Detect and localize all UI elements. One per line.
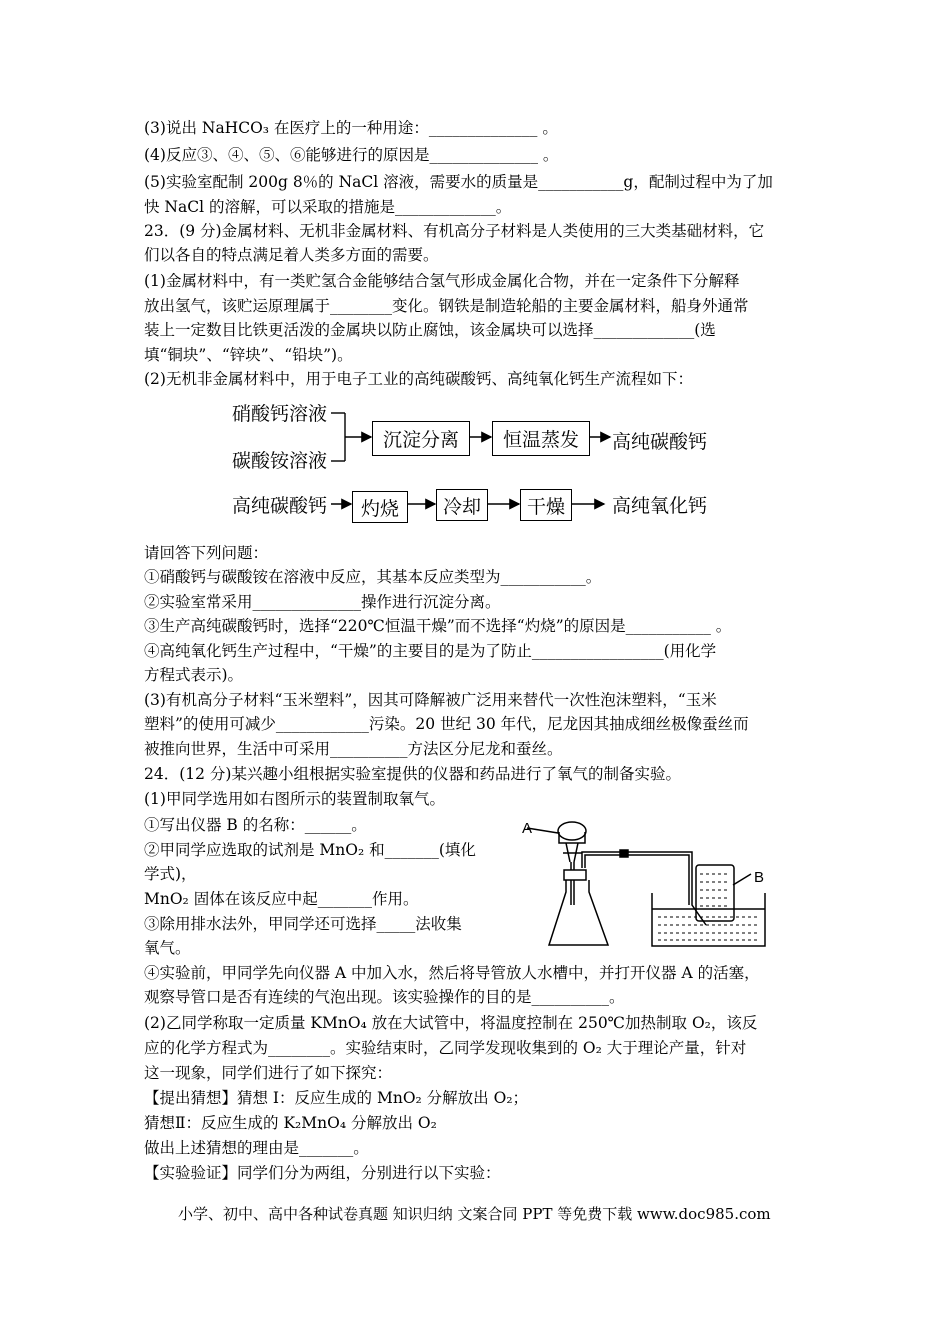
water-texture [658, 874, 760, 940]
q23-3a: (3)有机高分子材料“玉米塑料”，因其可降解被广泛用来替代一次性泡沫塑料，“玉米 [144, 691, 717, 709]
q24-2c: 这一现象，同学们进行了如下探究： [144, 1064, 393, 1082]
label-a: A [522, 820, 533, 837]
q24-1-4b: 观察导管口是否有连续的气泡出现。该实验操作的目的是__________。 [144, 988, 625, 1006]
label-b: B [754, 869, 765, 886]
flow2-input: 高纯碳酸钙 [232, 495, 328, 517]
q22-5a: (5)实验室配制 200g 8％的 NaCl 溶液，需要水的质量是___________g，配制过程中为了加 [144, 173, 773, 191]
q24-1-2b: 学式)， [144, 865, 197, 883]
flow2-step-burn: 灼烧 [352, 491, 408, 523]
q23-1c: 装上一定数目比铁更活泼的金属块以防止腐蚀，该金属块可以选择_____________(选 [144, 321, 716, 339]
conical-flask [549, 880, 608, 945]
q24-title: 24．(12 分)某兴趣小组根据实验室提供的仪器和药品进行了氧气的制备实验。 [144, 765, 681, 783]
q24-hypothesis-1: 【提出猜想】猜想 I：反应生成的 MnO₂ 分解放出 O₂； [144, 1089, 529, 1107]
delivery-tube [582, 852, 706, 925]
flow1-input-a: 硝酸钙溶液 [232, 403, 328, 425]
flow1-product: 高纯碳酸钙 [612, 431, 708, 453]
q24-1-1: ①写出仪器 B 的名称：______。 [144, 816, 367, 834]
water-trough [652, 893, 765, 946]
q23-2-3: ③生产高纯碳酸钙时，选择“220℃恒温干燥”而不选择“灼烧”的原因是___________ 。 [144, 617, 732, 635]
q23-3b: 塑料”的使用可减少____________污染。20 世纪 30 年代，尼龙因其抽成细丝极像蚕丝而 [144, 715, 749, 733]
q22-5b: 快 NaCl 的溶解，可以采取的措施是_____________。 [144, 198, 512, 216]
q23-1a: (1)金属材料中，有一类贮氢合金能够结合氢气形成金属化合物，并在一定条件下分解释 [144, 272, 740, 290]
label-b-leader [733, 874, 751, 885]
q24-reason: 做出上述猜想的理由是_______。 [144, 1139, 369, 1157]
q23-title-b: 们以各自的特点满足着人类多方面的需要。 [144, 246, 439, 264]
q22-3: (3)说出 NaHCO₃ 在医疗上的一种用途：______________ 。 [144, 119, 558, 137]
q23-2: (2)无机非金属材料中，用于电子工业的高纯碳酸钙、高纯氧化钙生产流程如下： [144, 370, 693, 388]
q24-2a: (2)乙同学称取一定质量 KMnO₄ 放在大试管中，将温度控制在 250℃加热制取 O₂，该反 [144, 1014, 758, 1032]
q24-1-2a: ②甲同学应选取的试剂是 MnO₂ 和_______(填化 [144, 841, 476, 859]
stopper [564, 870, 586, 880]
flow2-step-dry: 干燥 [520, 489, 572, 521]
footer-note: 小学、初中、高中各种试卷真题 知识归纳 文案合同 PPT 等免费下载 www.doc985.com [178, 1205, 771, 1223]
funnel-bulb [558, 822, 586, 840]
delivery-tube-inner [585, 855, 689, 905]
q24-1-2c: MnO₂ 固体在该反应中起_______作用。 [144, 890, 419, 908]
q23-1b: 放出氢气，该贮运原理属于________变化。钢铁是制造轮船的主要金属材料，船身外通常 [144, 297, 749, 315]
q23-2-4a: ④高纯氧化钙生产过程中，“干燥”的主要目的是为了防止_________________(用化学 [144, 642, 717, 660]
q24-1-3b: 氧气。 [144, 939, 191, 957]
flow1-bracket [331, 413, 610, 461]
q23-3c: 被推向世界，生活中可采用__________方法区分尼龙和蚕丝。 [144, 740, 563, 758]
flow2-step-cool: 冷却 [436, 489, 488, 521]
q24-1-3a: ③除用排水法外，甲同学还可选择_____法收集 [144, 915, 462, 933]
q22-4: (4)反应③、④、⑤、⑥能够进行的原因是______________ 。 [144, 146, 559, 164]
q23-2-4b: 方程式表示)。 [144, 666, 244, 684]
q24-1-4a: ④实验前，甲同学先向仪器 A 中加入水，然后将导管放人水槽中，并打开仪器 A 的活塞， [144, 964, 760, 982]
q23-1d: 填“铜块”、“锌块”、“铅块”)。 [144, 346, 353, 364]
oxygen-apparatus [527, 822, 765, 946]
q24-1: (1)甲同学选用如右图所示的装置制取氧气。 [144, 790, 445, 808]
tube-joint [620, 850, 628, 857]
q24-2b: 应的化学方程式为________。实验结束时，乙同学发现收集到的 O₂ 大于理论产量，针对 [144, 1039, 747, 1057]
flow2-product: 高纯氧化钙 [612, 495, 708, 517]
flow1-step-precipitate: 沉淀分离 [372, 421, 470, 456]
flow1-input-b: 碳酸铵溶液 [232, 450, 328, 472]
q23-2-2: ②实验室常采用______________操作进行沉淀分离。 [144, 593, 501, 611]
q23-title: 23．(9 分)金属材料、无机非金属材料、有机高分子材料是人类使用的三大类基础材料，它 [144, 222, 765, 240]
q23-questions-intro: 请回答下列问题： [144, 544, 269, 562]
q24-verification: 【实验验证】同学们分为两组，分别进行以下实验： [144, 1164, 501, 1182]
q24-hypothesis-2: 猜想Ⅱ：反应生成的 K₂MnO₄ 分解放出 O₂ [144, 1114, 437, 1132]
flow1-step-evaporate: 恒温蒸发 [492, 421, 590, 456]
q23-2-1: ①硝酸钙与碳酸铵在溶液中反应，其基本反应类型为___________。 [144, 568, 602, 586]
gas-bottle [696, 865, 734, 921]
